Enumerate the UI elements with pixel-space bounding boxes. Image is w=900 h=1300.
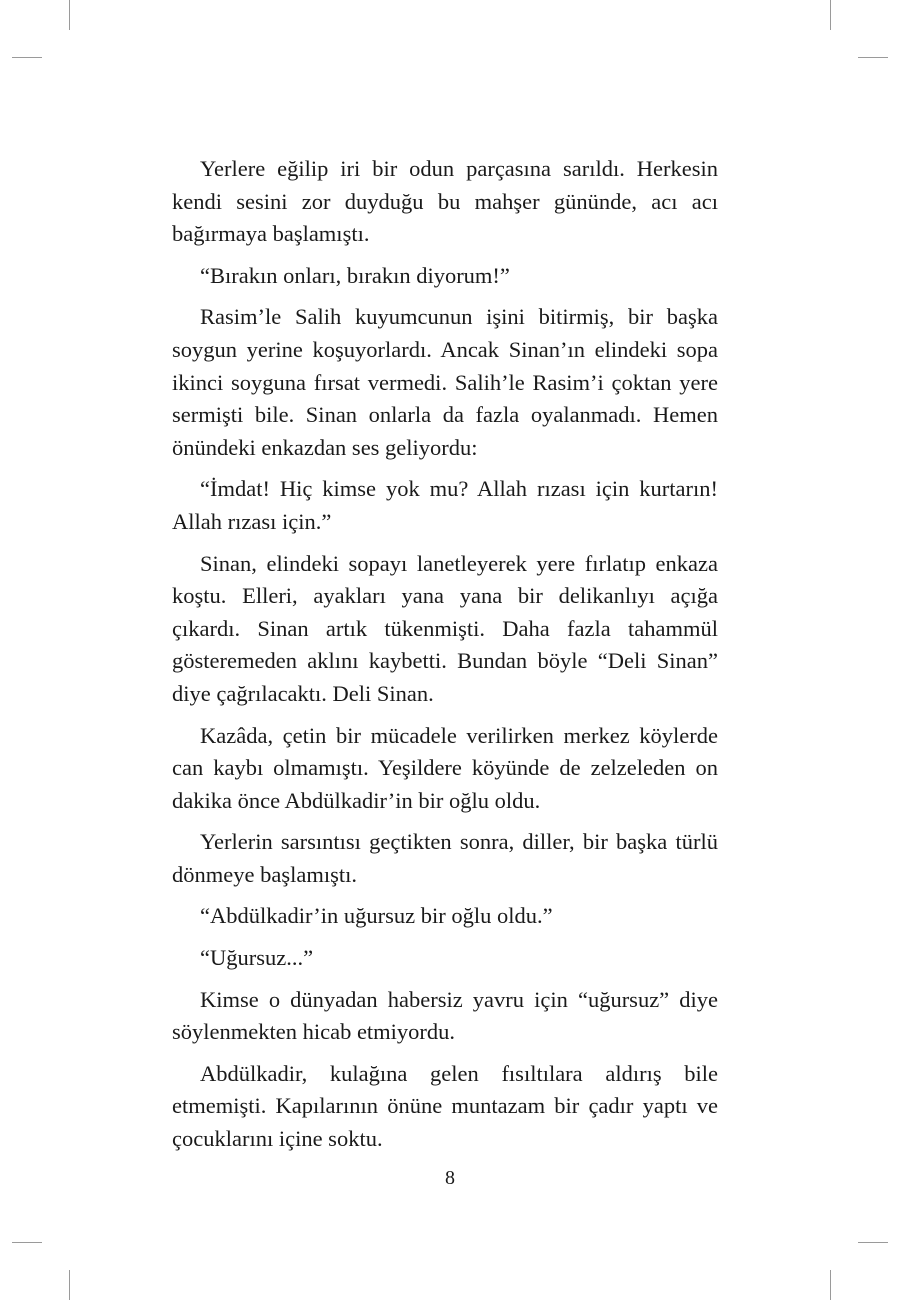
- paragraph: Kazâda, çetin bir mücadele verilirken merkez köylerde can kaybı olmamıştı. Yeşildere köyünde de zelzeleden on dakika önce Abdülkadir’in bir oğlu oldu.: [172, 722, 718, 813]
- paragraph: “Uğursuz...”: [200, 945, 314, 971]
- crop-mark-bottom-right: [830, 1270, 831, 1300]
- page-number: 8: [445, 1167, 455, 1189]
- paragraph: Abdülkadir, kulağına gelen fısıltılara aldırış bile etmemişti. Kapılarının önüne muntazam bir çadır yaptı ve çocuklarını içine soktu.: [172, 1060, 718, 1152]
- paragraph: “İmdat! Hiç kimse yok mu? Allah rızası için kurtarın! Allah rızası için.”: [172, 476, 718, 534]
- crop-mark-top-right: [830, 0, 831, 30]
- crop-mark-bottom-right-h: [858, 1242, 888, 1243]
- paragraph: “Abdülkadir’in uğursuz bir oğlu oldu.”: [200, 903, 553, 929]
- crop-mark-bottom-left-h: [12, 1242, 42, 1243]
- body-text: [172, 153, 718, 1165]
- paragraph: Rasim’le Salih kuyumcunun işini bitirmiş, bir başka soygun yerine koşuyorlardı. Ancak Sinan’ın elindeki sopa ikinci soyguna fırsat vermedi. Salih’le Rasim’i çoktan yere sermişti bile. Sinan onlarla da fazla oyalanmadı. Hemen önündeki enkazdan ses geliyordu:: [172, 304, 718, 460]
- paragraph: “Bırakın onları, bırakın diyorum!”: [200, 262, 510, 288]
- crop-mark-top-left: [69, 0, 70, 30]
- paragraph: Yerlerin sarsıntısı geçtikten sonra, diller, bir başka türlü dönmeye başlamıştı.: [172, 829, 718, 887]
- paragraph: Kimse o dünyadan habersiz yavru için “uğursuz” diye söylenmekten hicab etmiyordu.: [172, 986, 718, 1045]
- crop-mark-top-right-h: [858, 57, 888, 58]
- crop-mark-top-left-h: [12, 57, 42, 58]
- paragraph: Yerlere eğilip iri bir odun parçasına sarıldı. Herkesin kendi sesini zor duyduğu bu mahşer gününde, acı acı bağırmaya başlamıştı.: [172, 156, 718, 247]
- crop-mark-bottom-left: [69, 1270, 70, 1300]
- paragraph: Sinan, elindeki sopayı lanetleyerek yere fırlatıp enkaza koştu. Elleri, ayakları yana yana bir delikanlıyı açığa çıkardı. Sinan artık tükenmişti. Daha fazla tahammül gösteremeden aklını kaybetti. Bundan böyle “Deli Sinan” diye çağrılacaktı. Deli Sinan.: [172, 550, 718, 706]
